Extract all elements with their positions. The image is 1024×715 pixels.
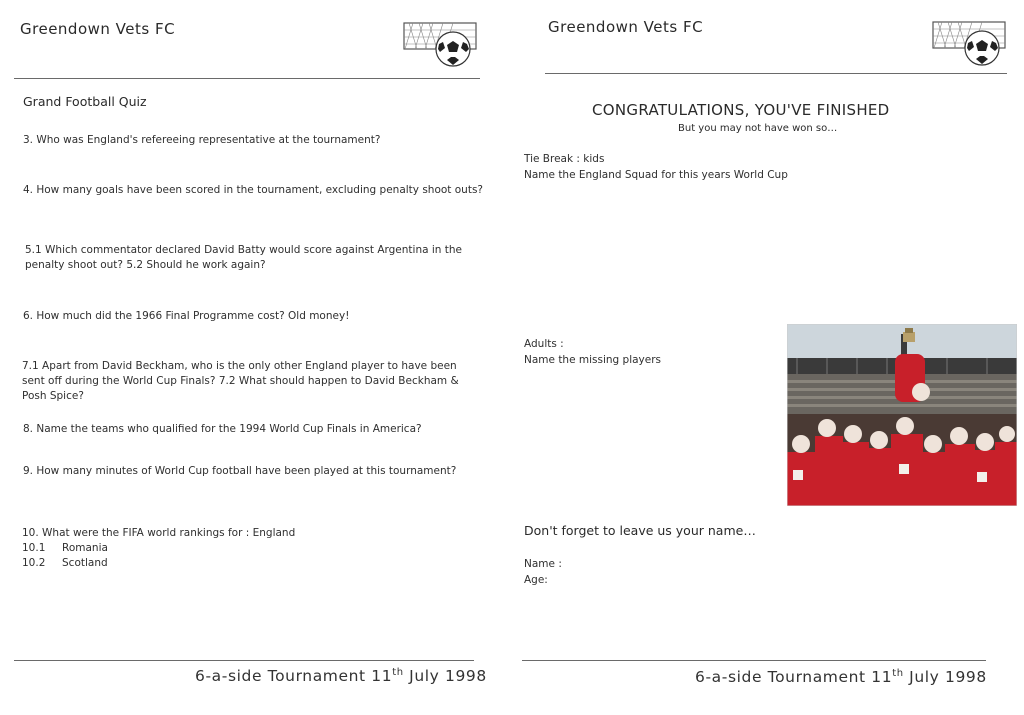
question-9: 9. How many minutes of World Cup football have been played at this tournament? xyxy=(23,465,457,477)
footer-text: 6-a-side Tournament 11 xyxy=(195,667,393,685)
adults-label: Adults : xyxy=(524,338,564,350)
quiz-title: Grand Football Quiz xyxy=(23,94,147,109)
question-6: 6. How much did the 1966 Final Programme cost? Old money! xyxy=(23,310,350,322)
footer-ordinal: th xyxy=(392,667,404,678)
name-label: Name : xyxy=(524,558,562,570)
tie-break-label: Tie Break : kids xyxy=(524,153,605,165)
congratulations-heading: CONGRATULATIONS, YOU'VE FINISHED xyxy=(592,101,890,119)
footer-text: 6-a-side Tournament 11 xyxy=(695,668,893,686)
tournament-footer xyxy=(695,668,987,686)
subheading: But you may not have won so… xyxy=(678,123,838,134)
header-divider xyxy=(545,73,1007,74)
club-name: Greendown Vets FC xyxy=(548,18,704,36)
sub-question-number: 10.1 xyxy=(22,542,46,554)
football-goal-logo-icon xyxy=(403,20,479,70)
footer-ordinal: th xyxy=(892,668,904,679)
age-label: Age: xyxy=(524,574,548,586)
question-3: 3. Who was England's refereeing representative at the tournament? xyxy=(23,134,381,146)
footer-date: July 1998 xyxy=(903,668,987,686)
sub-question-text: Romania xyxy=(62,542,108,554)
sub-question-number: 10.2 xyxy=(22,557,46,569)
question-10: 10. What were the FIFA world rankings for : England xyxy=(22,527,296,539)
club-name: Greendown Vets FC xyxy=(20,20,176,38)
question-4: 4. How many goals have been scored in the tournament, excluding penalty shoot outs? xyxy=(23,184,484,196)
footer-date: July 1998 xyxy=(403,667,487,685)
question-5: 5.1 Which commentator declared David Batty would score against Argentina in the penalty shoot out? 5.2 Should he work again? xyxy=(25,244,463,271)
question-7: 7.1 Apart from David Beckham, who is the only other England player to have been sent off during the World Cup Finals? 7.2 What should happen to David Beckham & Posh Spice? xyxy=(22,360,459,402)
world-cup-1966-photo xyxy=(787,324,1017,506)
footer-divider xyxy=(522,660,986,661)
tie-break-question: Name the England Squad for this years World Cup xyxy=(524,169,788,181)
sub-question-text: Scotland xyxy=(62,557,108,569)
name-reminder: Don't forget to leave us your name… xyxy=(524,523,756,538)
header-divider xyxy=(14,78,480,79)
adults-question: Name the missing players xyxy=(524,354,662,366)
footer-divider xyxy=(14,660,474,661)
football-goal-logo-icon xyxy=(932,19,1008,69)
tournament-footer xyxy=(195,667,487,685)
question-8: 8. Name the teams who qualified for the 1994 World Cup Finals in America? xyxy=(23,423,422,435)
